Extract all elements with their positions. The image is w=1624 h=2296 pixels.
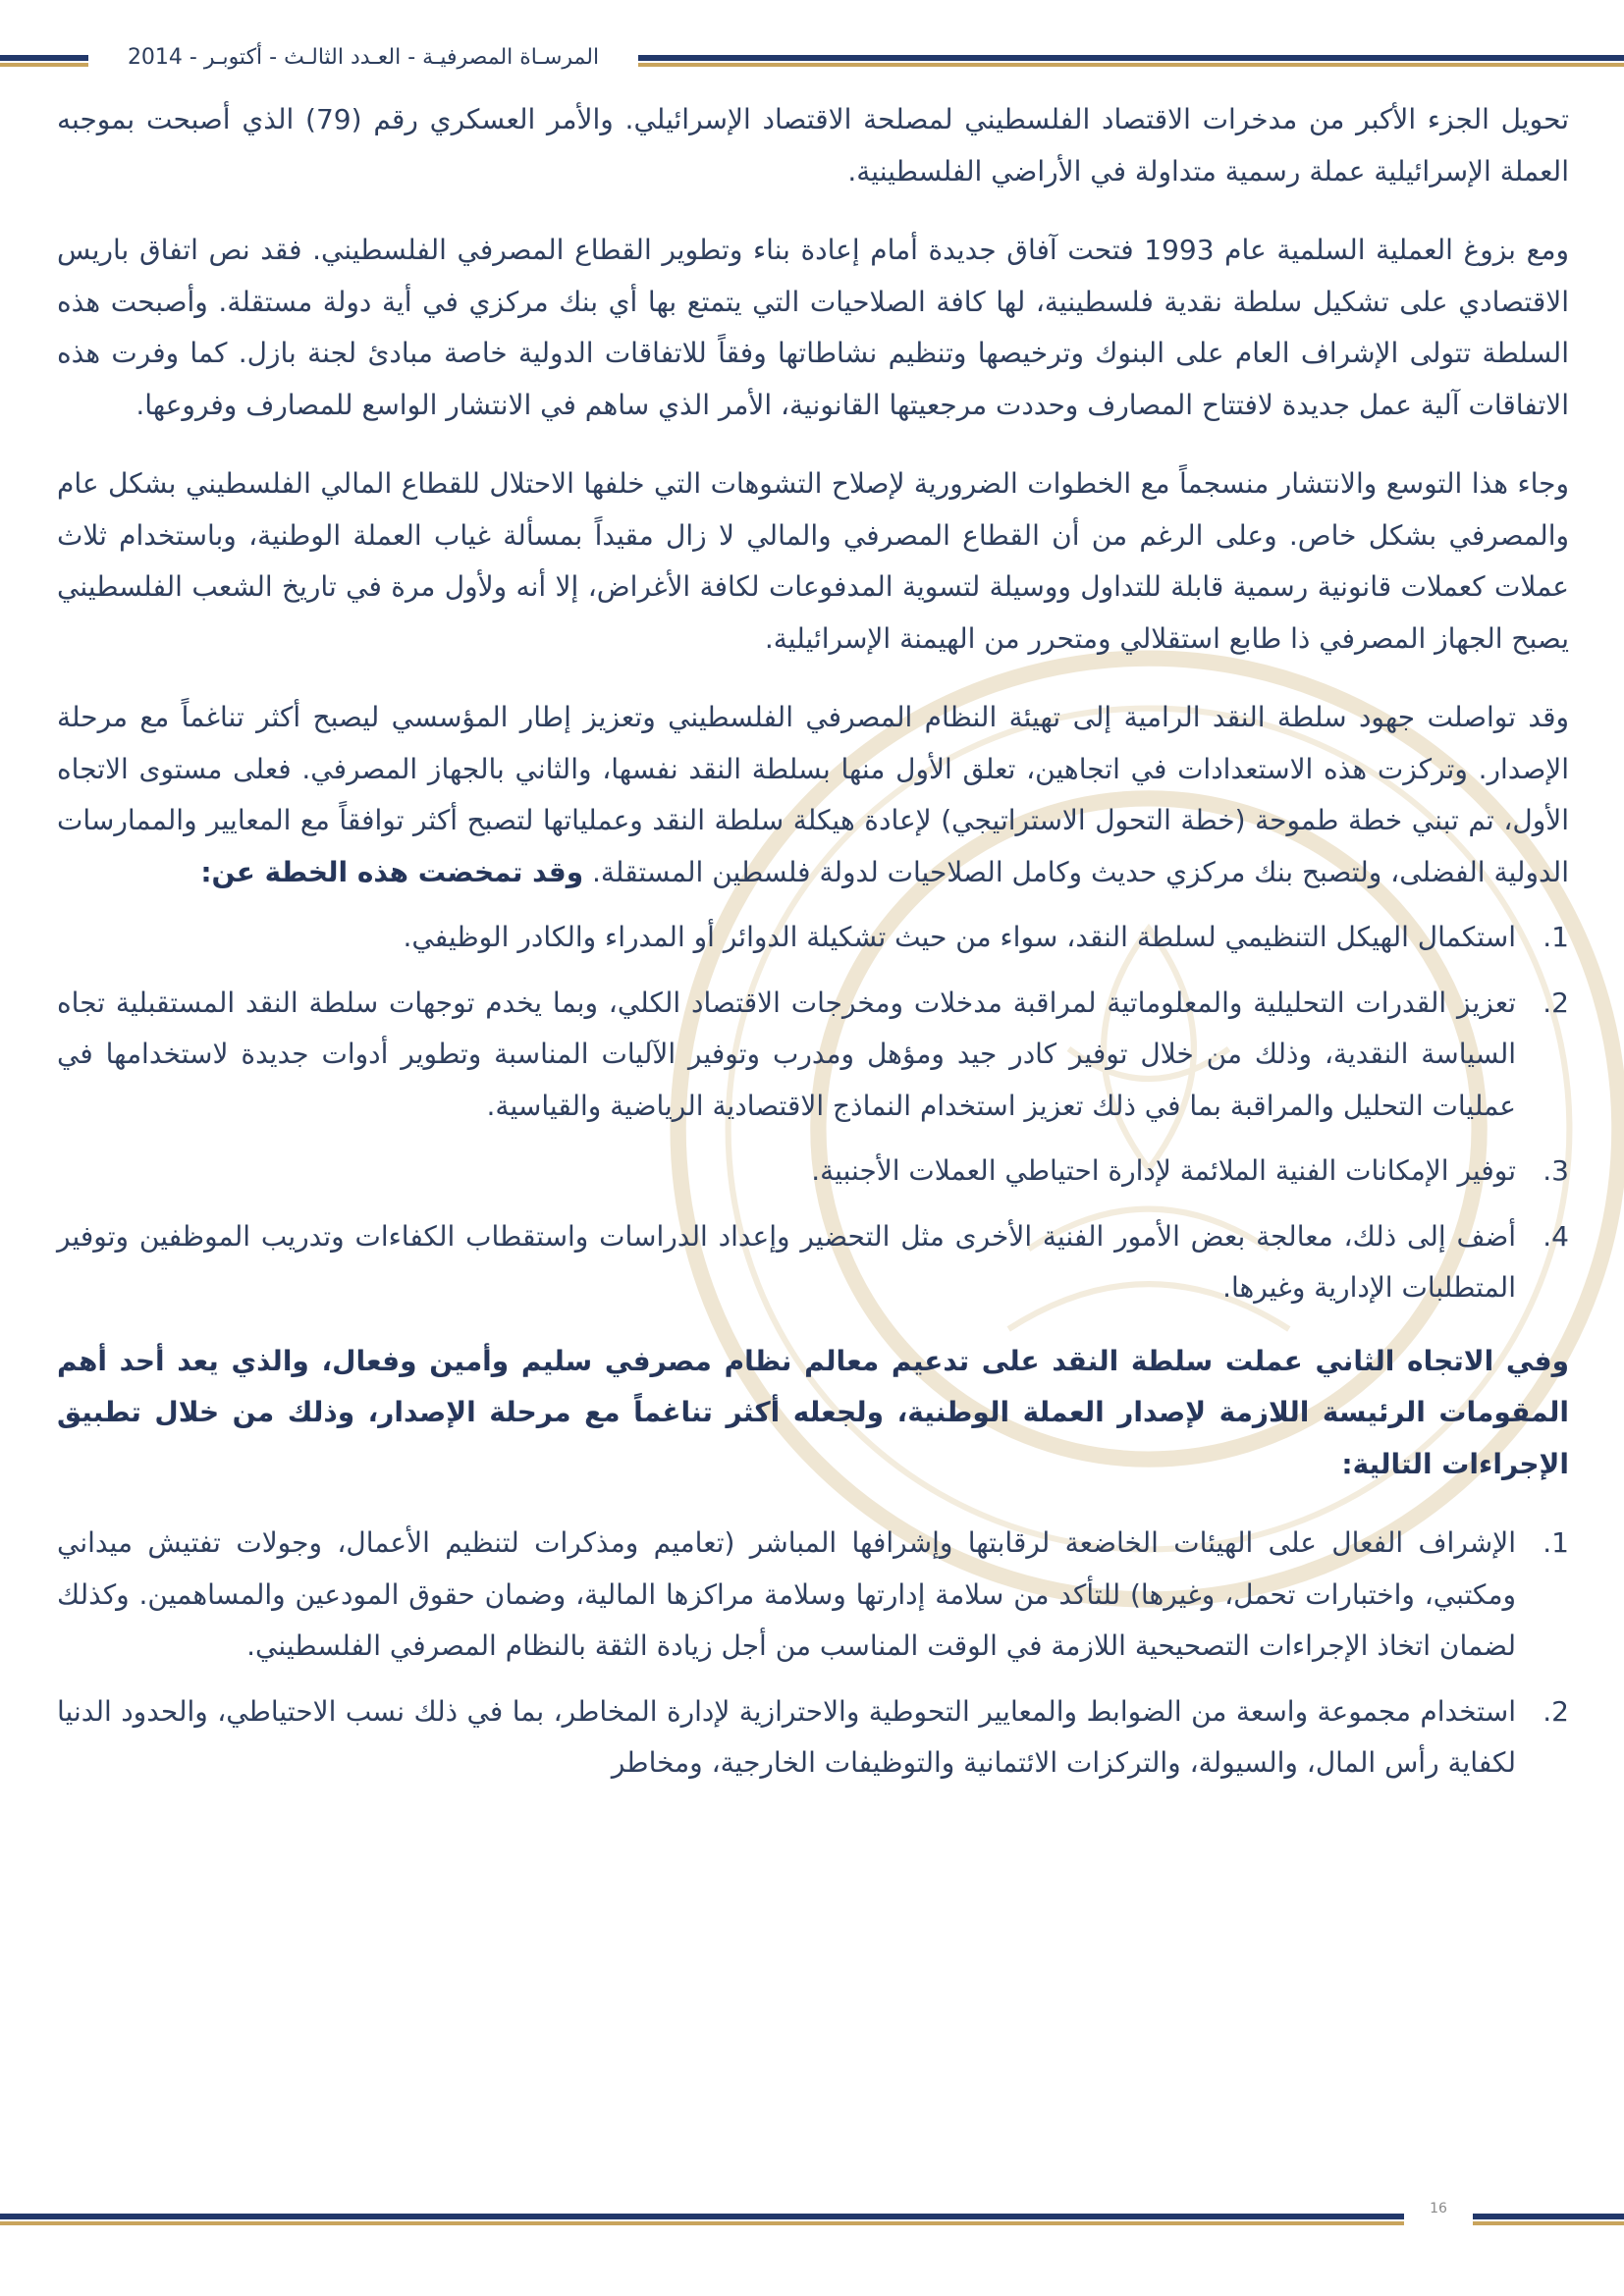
list-text: استخدام مجموعة واسعة من الضوابط والمعايير التحوطية والاحترازية لإدارة المخاطر، بما في ذلك نسب الاحتياطي، والحدود الدنيا لكفاية رأس المال، والسيولة، والتركزات الائتمانية والتوظيفات الخارجية، ومخاطر (57, 1694, 1516, 1779)
header-rule-right (638, 55, 1624, 67)
list-number: 2. (1543, 986, 1569, 1019)
list-item (57, 1211, 1569, 1314)
list-number: 1. (1543, 921, 1569, 953)
paragraph-3: وجاء هذا التوسع والانتشار منسجماً مع الخطوات الضرورية لإصلاح التشوهات التي خلفها الاحتلال للقطاع المالي الفلسطيني بشكل عام والمصرفي بشكل خاص. وعلى الرغم من أن القطاع المصرفي والمالي لا زال مقيداً بمسألة غياب العملة الوطنية، وباستخدام ثلاث عملات كعملات قانونية رسمية قابلة للتداول ووسيلة لتسوية المدفوعات لكافة الأغراض، إلا أنه ولأول مرة في تاريخ الشعب الفلسطيني يصبح الجهاز المصرفي ذا طابع استقلالي ومتحرر من الهيمنة الإسرائيلية. (57, 467, 1569, 655)
list-text: استكمال الهيكل التنظيمي لسلطة النقد، سواء من حيث تشكيلة الدوائر أو المدراء والكادر الوظيفي. (403, 921, 1516, 953)
article-body (57, 94, 1569, 1811)
plan-outcomes-list (57, 912, 1569, 1314)
footer-rule-left (0, 2214, 1404, 2225)
procedures-list (57, 1518, 1569, 1789)
list-item (57, 1686, 1569, 1789)
paragraph-4-text: وقد تواصلت جهود سلطة النقد الرامية إلى تهيئة النظام المصرفي الفلسطيني وتعزيز إطار المؤسسي ليصبح أكثر تناغماً مع مرحلة الإصدار. وتركزت هذه الاستعدادات في اتجاهين، تعلق الأول منها بسلطة النقد نفسها، والثاني بالجهاز المصرفي. فعلى مستوى الاتجاه الأول، تم تبني خطة طموحة (خطة التحول الاستراتيجي) لإعادة هيكلة سلطة النقد وعملياتها لتصبح أكثر توافقاً مع المعايير والممارسات الدولية الفضلى، ولتصبح بنك مركزي حديث وكامل الصلاحيات لدولة فلسطين المستقلة. (57, 701, 1569, 888)
list-item (57, 912, 1569, 964)
paragraph-4 (57, 692, 1569, 898)
paragraph-2: ومع بزوغ العملية السلمية عام 1993 فتحت آفاق جديدة أمام إعادة بناء وتطوير القطاع المصرفي الفلسطيني. فقد نص اتفاق باريس الاقتصادي على تشكيل سلطة نقدية فلسطينية، لها كافة الصلاحيات التي يتمتع بها أي بنك مركزي في أية دولة مستقلة. وأصبحت هذه السلطة تتولى الإشراف العام على البنوك وترخيصها وتنظيم نشاطاتها وفقاً للاتفاقات الدولية خاصة مبادئ لجنة بازل. كما وفرت هذه الاتفاقات آلية عمل جديدة لافتتاح المصارف وحددت مرجعيتها القانونية، الأمر الذي ساهم في الانتشار الواسع للمصارف وفروعها. (57, 234, 1569, 421)
header-title: المرسـاة المصرفيـة - العـدد الثالـث - أكتوبـر - 2014 (127, 45, 600, 70)
page-number: 16 (1430, 2201, 1447, 2216)
page-header (0, 43, 1624, 82)
header-rule-left (0, 55, 88, 67)
paragraph-5: وفي الاتجاه الثاني عملت سلطة النقد على تدعيم معالم نظام مصرفي سليم وأمين وفعال، والذي يعد أحد أهم المقومات الرئيسة اللازمة لإصدار العملة الوطنية، ولجعله أكثر تناغماً مع مرحلة الإصدار، وذلك من خلال تطبيق الإجراءات التالية: (57, 1344, 1569, 1480)
list-text: الإشراف الفعال على الهيئات الخاضعة لرقابتها وإشرافها المباشر (تعاميم ومذكرات لتنظيم الأعمال، وجولات تفتيش ميداني ومكتبي، واختبارات تحمل، وغيرها) للتأكد من سلامة إدارتها وسلامة مراكزها المالية، وضمان حقوق المودعين والمساهمين. وكذلك لضمان اتخاذ الإجراءات التصحيحية اللازمة في الوقت المناسب من أجل زيادة الثقة بالنظام المصرفي الفلسطيني. (57, 1526, 1516, 1662)
list-number: 1. (1543, 1526, 1569, 1559)
list-text: أضف إلى ذلك، معالجة بعض الأمور الفنية الأخرى مثل التحضير وإعداد الدراسات واستقطاب الكفاءات وتدريب الموظفين وتوفير المتطلبات الإدارية وغيرها. (57, 1219, 1516, 1304)
list-text: تعزيز القدرات التحليلية والمعلوماتية لمراقبة مدخلات ومخرجات الاقتصاد الكلي، وبما يخدم توجهات سلطة النقد المستقبلية تجاه السياسة النقدية، وذلك من خلال توفير كادر جيد ومؤهل ومدرب وتوفير الآليات المناسبة وتطوير أدوات جديدة لاستخدامها في عمليات التحليل والمراقبة بما في ذلك تعزيز استخدام النماذج الاقتصادية الرياضية والقياسية. (57, 986, 1516, 1122)
footer-rule-right (1473, 2214, 1624, 2225)
list-number: 4. (1543, 1219, 1569, 1253)
list-item (57, 1146, 1569, 1198)
paragraph-1: تحويل الجزء الأكبر من مدخرات الاقتصاد الفلسطيني لمصلحة الاقتصاد الإسرائيلي. والأمر العسكري رقم (79) الذي أصبحت بموجبه العملة الإسرائيلية عملة رسمية متداولة في الأراضي الفلسطينية. (57, 103, 1569, 187)
list-item (57, 1518, 1569, 1673)
list-text: توفير الإمكانات الفنية الملائمة لإدارة احتياطي العملات الأجنبية. (811, 1154, 1516, 1187)
list-number: 3. (1543, 1154, 1569, 1187)
paragraph-4-bold: وقد تمخضت هذه الخطة عن: (200, 855, 584, 888)
list-number: 2. (1543, 1694, 1569, 1728)
list-item (57, 978, 1569, 1133)
page-footer (0, 2214, 1624, 2253)
